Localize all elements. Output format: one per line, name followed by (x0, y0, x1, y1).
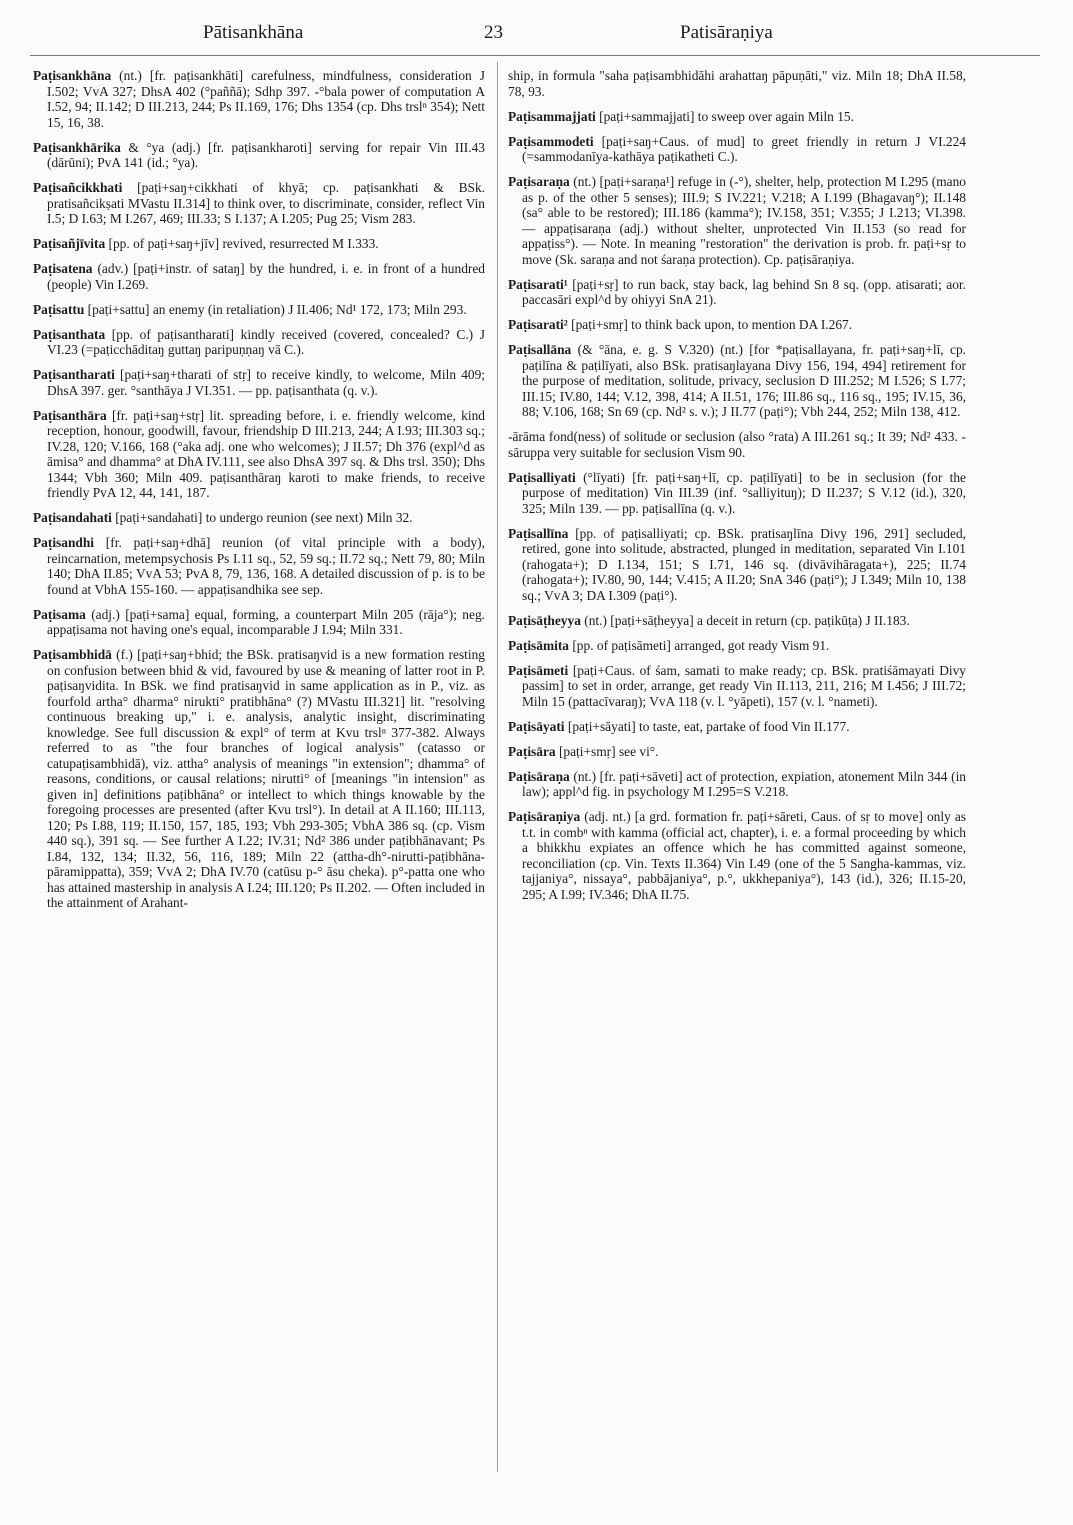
dictionary-entry (33, 302, 485, 318)
page-number: 23 (484, 22, 503, 43)
entry-headword: Paṭisammajjati (508, 108, 596, 124)
dictionary-entry (508, 470, 966, 517)
dictionary-entry (33, 261, 485, 292)
dictionary-entry (33, 140, 485, 171)
entry-definition: [paṭi+sandahati] to undergo reunion (see next) Miln 32. (111, 510, 413, 525)
entry-definition: [paṭi+saŋ+Caus. of mud] to greet friendly in return J VI.224 (=sammodanīya-kathāya paṭikatheti C.). (522, 133, 966, 164)
running-head-left: Pātisankhāna (203, 22, 304, 43)
entry-headword: Paṭisāyati (508, 718, 565, 734)
entry-headword: Paṭisāraṇa (508, 768, 570, 784)
entry-headword: Paṭisarati² (508, 317, 568, 332)
entry-headword: Paṭisandhi (33, 535, 95, 550)
entry-definition: -ārāma fond(ness) of solitude or seclusion (also °rata) A III.261 sq.; It 39; Nd² 433. -sāruppa very suitable for seclusion Vism 90. (508, 429, 966, 460)
dictionary-entry (508, 744, 966, 760)
dictionary-entry (33, 647, 485, 911)
entry-headword: Paṭisallīna (508, 525, 569, 541)
entry-headword: Paṭisāra (508, 743, 556, 759)
dictionary-entry (33, 535, 485, 597)
entry-headword: Paṭisāṭheyya (508, 612, 581, 628)
dictionary-entry (508, 769, 966, 800)
dictionary-entry (508, 638, 966, 654)
header-rule (30, 55, 1040, 56)
entry-definition: [paṭi+smṛ] to think back upon, to mention DA I.267. (567, 317, 853, 332)
entry-headword: Paṭisañcikkhati (33, 180, 123, 195)
entry-definition: (nt.) [fr. paṭisankhāti] carefulness, mindfulness, consideration J I.502; VvA 327; DhsA 402 (°paññā); Sdhp 397. -°bala power of computation A I.52, 94; II.142; D III.213, 244; Ps II.169, 176; Dhs 1354 (cp. Dhs trslⁿ 354); Nett 15, 16, 38. (47, 68, 485, 130)
dictionary-entry (508, 109, 966, 125)
entry-definition: (°līyati) [fr. paṭi+saŋ+lī, cp. paṭilīyati] to be in seclusion (for the purpose of meditation) Vin III.39 (inf. °salliyituŋ); D II.237; S V.12 (id.), 320, 325; Miln 139. — pp. paṭisallīna (q. v.). (522, 469, 966, 516)
entry-headword: Paṭisatena (33, 261, 93, 276)
entry-headword: Paṭisanthāra (33, 407, 107, 423)
entry-definition: (f.) [paṭi+saŋ+bhid; the BSk. pratisaŋvid is a new formation resting on confusion between bhid & vid, favoured by use & meaning of latter root in P. paṭisaŋvidita. In BSk. we find pratisaŋvid in same application as in P., viz. as fourfold artha° dharma° nirukti° pratibhāna° (?) MVastu III.321] lit. "resolving continuous breaking up," i. e. analysis, analytic insight, discriminating knowledge. See full discussion & expl° of term at Kvu trslⁿ 377-382. Always referred to as "the four branches of logical analysis" (catasso or catupaṭisambhidā), viz. attha° analysis of meanings "in extension"; dhamma° of reasons, conditions, or causal relations; nirutti° of [meanings "in intension" as given in] definitions paṭibhāna° or intellect to which things knowable by the foregoing processes are presented (after Kvu trsl°). In detail at A II.160; III.113, 120; Ps I.88, 119; II.150, 157, 185, 193; Vbh 293-305; VbhA 386 sq. (cp. Vism 440 sq.), 391 sq. — See further A I.22; IV.31; Nd² 386 under paṭibhānavant; Ps I.84, 132, 134; II.32, 56, 116, 189; Miln 22 (attha-dh°-nirutti-paṭibhāna-pāramippatta), 359; VvA 2; DhA IV.70 (catūsu p-° āsu cheka). p°-patta one who has attained mastership in analysis A I.24; III.120; Ps II.202. — Often included in the attainment of Arahant- (47, 647, 485, 910)
dictionary-entry (508, 317, 966, 333)
entry-definition: [paṭi+sāyati] to taste, eat, partake of food Vin II.177. (564, 718, 850, 734)
dictionary-entry (33, 607, 485, 638)
entry-definition: [pp. of paṭisantharati] kindly received (covered, concealed? C.) J VI.23 (=paṭicchāditaŋ guttaŋ paripuṇṇaŋ vā C.). (47, 326, 485, 357)
entry-headword: Paṭisañjīvita (33, 236, 106, 251)
entry-headword: Paṭisarati¹ (508, 276, 568, 292)
left-column (33, 68, 485, 1508)
entry-headword: Paṭisāmita (508, 637, 569, 653)
entry-definition: (nt.) [paṭi+saraṇa¹] refuge in (-°), shelter, help, protection M I.295 (mano as p. of the other 5 senses); III.9; S IV.221; V.218; A I.199 (Bhagavaŋ°); II.148 (sa° able to be restored); III.186 (kamma°); IV.158, 351; V.355; J I.213; VI.398. — appaṭisaraṇa (adj.) without shelter, unprotected Vin II.153 (so read for appaṭiss°). — Note. In meaning "restoration" the derivation is prob. fr. paṭi+sṛ to move (Sk. saraṇa and not śaraṇa protection). Cp. paṭisāraṇiya. (522, 174, 966, 267)
entry-headword: Paṭisambhidā (33, 647, 112, 662)
page-header (0, 22, 1073, 52)
entry-headword: Paṭisammodeti (508, 133, 594, 149)
dictionary-entry (33, 367, 485, 398)
entry-headword: Paṭisallāna (508, 342, 572, 357)
entry-headword: Paṭisandahati (33, 510, 112, 525)
entry-headword: Paṭisāmeti (508, 662, 569, 678)
entry-headword: Paṭisalliyati (508, 469, 576, 485)
entry-definition: [paṭi+Caus. of śam, samati to make ready; cp. BSk. pratiśāmayati Divy passim] to set in order, arrange, get ready Vin II.113, 211, 216; M I.456; J III.72; Miln 15 (pattacīvaraŋ); VvA 118 (v. l. °yāpeti), 157 (v. l. °nameti). (522, 662, 966, 709)
entry-headword: Paṭisankhārika (33, 139, 121, 155)
entry-headword: Paṭisaraṇa (508, 174, 570, 189)
entry-headword: Paṭisama (33, 606, 86, 622)
dictionary-entry (508, 809, 966, 902)
dictionary-entry (33, 236, 485, 252)
entry-definition: [paṭi+sṛ] to run back, stay back, lag behind Sn 8 sq. (opp. atisarati; aor. paccasāri expl^d by ohiyyi SnA 21). (522, 276, 966, 307)
entry-headword: Paṭisattu (33, 301, 85, 317)
entry-definition: (adv.) [paṭi+instr. of sataŋ] by the hundred, i. e. in front of a hundred (people) Vin I.269. (47, 261, 485, 292)
dictionary-entry (508, 342, 966, 420)
dictionary-entry (508, 134, 966, 165)
entry-headword: Paṭisankhāna (33, 68, 112, 83)
dictionary-entry (508, 719, 966, 735)
entry-definition: [paṭi+smṛ] see vi°. (555, 743, 659, 759)
entry-definition: [pp. of paṭisalliyati; cp. BSk. pratisaŋlīna Divy 196, 291] secluded, retired, gone into solitude, abstracted, plunged in meditation, separated Vin I.101 (rahogata+); D I.134, 151; S I.71, 146 sq. (divāvihāragata+), 225; II.74 (rahogata+); IV.80, 90, 144; V.415; A II.20; SnA 346 (paṭi°); J I.349; Miln 10, 138 sq.; VvA 3; DA I.309 (paṭi°). (522, 525, 966, 603)
dictionary-entry (508, 174, 966, 267)
entry-definition: [paṭi+saŋ+tharati of stṛ] to receive kindly, to welcome, Miln 409; DhsA 397. ger. °santhāya J VI.351. — pp. paṭisanthata (q. v.). (47, 367, 485, 398)
entry-headword: Paṭisantharati (33, 367, 115, 382)
dictionary-entry (508, 277, 966, 308)
dictionary-entry (508, 613, 966, 629)
dictionary-entry (508, 526, 966, 604)
entry-definition: [paṭi+saŋ+cikkhati of khyā; cp. paṭisankhati & BSk. pratisañcikṣati MVastu II.314] to think over, to discriminate, consider, reflect Vin I.5; D I.63; M I.267, 469; III.33; S I.137; A I.205; Pug 25; Vism 283. (47, 180, 485, 226)
entry-definition: (adj. nt.) [a grd. formation fr. paṭi+sāreti, Caus. of sṛ to move] only as t.t. in combⁿ with kamma (official act, chapter), i. e. a formal proceeding by which a bhikkhu expiates an offence which he has committed against someone, reconciliation (cp. Vin. Texts II.364) Vin I.49 (one of the 5 Sangha-kammas, viz. tajjaniya°, nissaya°, pabbājaniya°, p.°, ukkhepaniya°), 143 (id.), 326; II.15-20, 295; A I.99; IV.346; DhA II.75. (522, 809, 966, 902)
entry-definition: & °ya (adj.) [fr. paṭisankharoti] serving for repair Vin III.43 (dārūni); PvA 141 (id.; °ya). (47, 139, 485, 170)
entry-definition: [fr. paṭi+saŋ+dhā] reunion (of vital principle with a body), reincarnation, metempsychosis Ps I.11 sq., 52, 59 sq.; II.72 sq.; Nett 79, 80; Miln 140; DhA II.85; VvA 53; PvA 8, 79, 136, 168. A detailed discussion of p. is to be found at VbhA 155-160. — appaṭisandhika see sep. (47, 535, 485, 597)
entry-definition: [fr. paṭi+saŋ+stṛ] lit. spreading before, i. e. friendly welcome, kind reception, honour, goodwill, favour, friendship D III.213, 244; A I.93; III.303 sq.; IV.28, 120; V.166, 168 (°aka adj. one who welcomes); J II.57; Dh 376 (expl^d as āmisa° and dhamma° at DhA IV.111, see also DhsA 397 sq. & Dhs trsl. 350); Dhs 1344; Vbh 360; Miln 409. paṭisanthāraŋ karoti to make friends, to receive friendly PvA 12, 44, 141, 187. (47, 407, 485, 500)
entry-definition: (nt.) [paṭi+sāṭheyya] a deceit in return (cp. paṭikūṭa) J II.183. (580, 612, 910, 628)
dictionary-entry (33, 408, 485, 501)
entry-headword: Paṭisāraṇiya (508, 809, 581, 824)
dictionary-entry (508, 68, 966, 99)
dictionary-entry (508, 429, 966, 460)
dictionary-entry (33, 180, 485, 227)
dictionary-entry (33, 68, 485, 130)
entry-definition: ship, in formula "saha paṭisambhidāhi arahattaŋ pāpuṇāti," viz. Miln 18; DhA II.58, 78, 93. (508, 68, 966, 99)
entry-definition: (nt.) [fr. paṭi+sāveti] act of protection, expiation, atonement Miln 344 (in law); appl^d fig. in psychology M I.295=S V.218. (522, 768, 966, 799)
entry-definition: [paṭi+sattu] an enemy (in retaliation) J II.406; Nd¹ 172, 173; Miln 293. (84, 301, 467, 317)
right-column (508, 68, 966, 1508)
entry-definition: [pp. of paṭisāmeti] arranged, got ready Vism 91. (569, 637, 830, 653)
dictionary-entry (508, 663, 966, 710)
entry-definition: (adj.) [paṭi+sama] equal, forming, a counterpart Miln 205 (rāja°); neg. appaṭisama not having one's equal, incomparable J I.94; Miln 331. (47, 606, 485, 637)
column-divider (497, 62, 498, 1472)
running-head-right: Patisāraṇiya (680, 22, 773, 43)
entry-definition: [pp. of paṭi+saŋ+jīv] revived, resurrected M I.333. (105, 236, 379, 251)
dictionary-entry (33, 510, 485, 526)
entry-definition: [paṭi+sammajjati] to sweep over again Miln 15. (595, 108, 854, 124)
entry-headword: Paṭisanthata (33, 326, 106, 342)
dictionary-entry (33, 327, 485, 358)
entry-definition: (& °āna, e. g. S V.320) (nt.) [for *paṭisallayana, fr. paṭi+saŋ+lī, cp. paṭilīna & paṭilīyati, also BSk. pratisaŋlayana Divy 156, 194, 494] retirement for the purpose of meditation, solitude, privacy, seclusion D III.252; M I.526; S I.77; III.15; IV.80, 144; V.12, 398, 414; A II.51, 176; III.86 sq., 116 sq., 195; IV.15, 36, 88; V.106, 168; Sn 69 (cp. Nd² s. v.); J II.77 (paṭi°); Vbh 244, 252; Miln 138, 412. (522, 342, 966, 419)
